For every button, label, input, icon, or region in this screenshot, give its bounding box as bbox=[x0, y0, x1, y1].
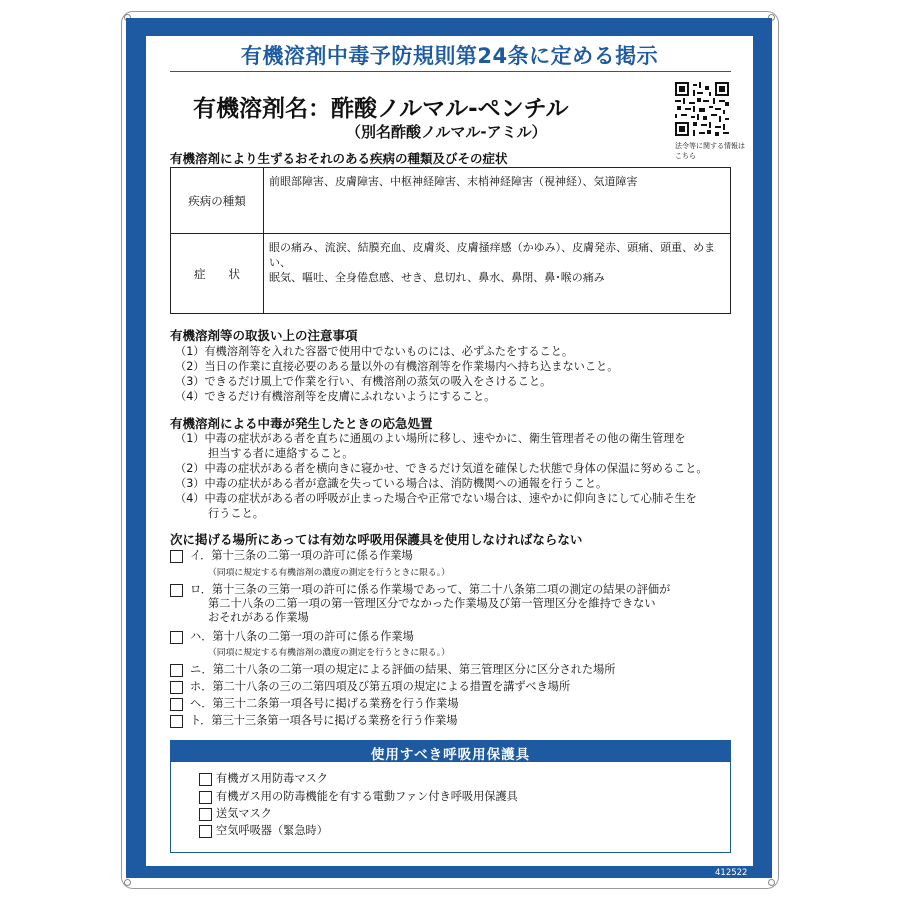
emergency-item: （2）中毒の症状がある者を横向きに寝かせ、できるだけ気道を確保した状態で身体の保温に努めること。 bbox=[175, 462, 708, 475]
place-checkbox-ni[interactable] bbox=[170, 664, 183, 677]
equipment-item: 有機ガス用の防毒機能を有する電動ファン付き呼吸用保護具 bbox=[216, 790, 518, 803]
equipment-heading: 使用すべき呼吸用保護具 bbox=[370, 747, 531, 763]
solvent-name: 有機溶剤名：酢酸ノルマル-ペンチル bbox=[193, 96, 569, 122]
place-checkbox-ha[interactable] bbox=[170, 631, 183, 644]
disease-type-label: 疾病の種類 bbox=[171, 168, 264, 234]
product-code: 412522 bbox=[715, 868, 748, 878]
symptom-value: 眼の痛み、流涙、結膜充血、皮膚炎、皮膚掻痒感（かゆみ）、皮膚発赤、頭痛、頭重、めまい、 眠気、嘔吐、全身倦怠感、せき、息切れ、鼻水、鼻閉、鼻･喉の痛み bbox=[264, 234, 731, 314]
emergency-item: （1）中毒の症状がある者を直ちに通風のよい場所に移し、速やかに、衛生管理者その他の衛生管理を bbox=[175, 432, 686, 445]
place-checkbox-ro[interactable] bbox=[170, 584, 183, 597]
emergency-item: 担当する者に連絡すること。 bbox=[208, 447, 354, 460]
title-divider bbox=[170, 71, 731, 72]
mount-hole bbox=[124, 879, 131, 886]
sign-title: 有機溶剤中毒予防規則第24条に定める掲示 bbox=[240, 44, 659, 68]
handling-item: （1）有機溶剤等を入れた容器で使用中でないものには、必ずふたをすること。 bbox=[175, 345, 574, 358]
equipment-checkbox-powered-respirator[interactable] bbox=[199, 791, 212, 804]
place-item-ro-cont: おそれがある作業場 bbox=[208, 611, 309, 624]
places-heading: 次に掲げる場所にあっては有効な呼吸用保護具を使用しなければならない bbox=[170, 532, 583, 547]
qr-code-icon[interactable] bbox=[675, 82, 729, 136]
handling-heading: 有機溶剤等の取扱い上の注意事項 bbox=[170, 328, 358, 343]
place-item-he: ヘ．第三十二条第一項各号に掲げる業務を行う作業場 bbox=[190, 697, 459, 710]
place-item-ha: ハ．第十八条の二第一項の許可に係る作業場 bbox=[190, 630, 414, 643]
emergency-item: 行うこと。 bbox=[208, 507, 264, 520]
solvent-alias: （別名酢酸ノルマル-アミル） bbox=[346, 123, 547, 141]
handling-item: （4）できるだけ有機溶剤等を皮膚にふれないようにすること。 bbox=[175, 390, 496, 403]
place-item-i-note: （同項に規定する有機溶剤の濃度の測定を行うときに限る。） bbox=[208, 568, 450, 578]
place-item-ro: ロ．第十三条の三第一項の許可に係る作業場であって、第二十八条第二項の測定の結果の評価が bbox=[190, 583, 671, 596]
emergency-heading: 有機溶剤による中毒が発生したときの応急処置 bbox=[170, 416, 433, 431]
qr-caption: 法令等に関する情報はこちら bbox=[675, 142, 745, 160]
disease-type-value: 前眼部障害、皮膚障害、中枢神経障害、末梢神経障害（視神経）、気道障害 bbox=[264, 168, 731, 234]
place-item-to: ト．第三十三条第一項各号に掲げる業務を行う作業場 bbox=[190, 714, 458, 727]
symptom-label: 症 状 bbox=[171, 234, 264, 314]
equipment-item: 送気マスク bbox=[216, 807, 272, 820]
mount-hole bbox=[768, 879, 775, 886]
place-checkbox-i[interactable] bbox=[170, 550, 183, 563]
place-item-ro-cont: 第二十八条の二第一項の第一管理区分でなかった作業場及び第一管理区分を維持できない bbox=[208, 597, 656, 610]
emergency-item: （3）中毒の症状がある者が意識を失っている場合は、消防機関への通報を行うこと。 bbox=[175, 477, 608, 490]
disease-heading: 有機溶剤により生ずるおそれのある疾病の種類及びその症状 bbox=[170, 151, 508, 166]
place-item-ho: ホ．第二十八条の三の二第四項及び第五項の規定による措置を講ずべき場所 bbox=[190, 680, 571, 693]
emergency-item: （4）中毒の症状がある者の呼吸が止まった場合や正常でない場合は、速やかに仰向きにして心肺そ生を bbox=[175, 492, 697, 505]
handling-item: （2）当日の作業に直接必要のある量以外の有機溶剤等を作業場内へ持ち込まないこと。 bbox=[175, 360, 619, 373]
place-checkbox-to[interactable] bbox=[170, 715, 183, 728]
equipment-checkbox-scba[interactable] bbox=[199, 825, 212, 838]
equipment-checkbox-gas-mask[interactable] bbox=[199, 773, 212, 786]
equipment-item: 空気呼吸器（緊急時） bbox=[216, 824, 328, 837]
place-item-ha-note: （同項に規定する有機溶剤の濃度の測定を行うときに限る。） bbox=[208, 648, 450, 658]
equipment-item: 有機ガス用防毒マスク bbox=[216, 772, 328, 785]
equipment-checkbox-airline-mask[interactable] bbox=[199, 808, 212, 821]
place-checkbox-he[interactable] bbox=[170, 698, 183, 711]
place-checkbox-ho[interactable] bbox=[170, 681, 183, 694]
handling-item: （3）できるだけ風上で作業を行い、有機溶剤の蒸気の吸入をさけること。 bbox=[175, 375, 552, 388]
place-item-i: イ．第十三条の二第一項の許可に係る作業場 bbox=[190, 549, 413, 562]
disease-symptom-table bbox=[170, 167, 731, 314]
place-item-ni: ニ．第二十八条の二第一項の規定による評価の結果、第三管理区分に区分された場所 bbox=[190, 663, 616, 676]
